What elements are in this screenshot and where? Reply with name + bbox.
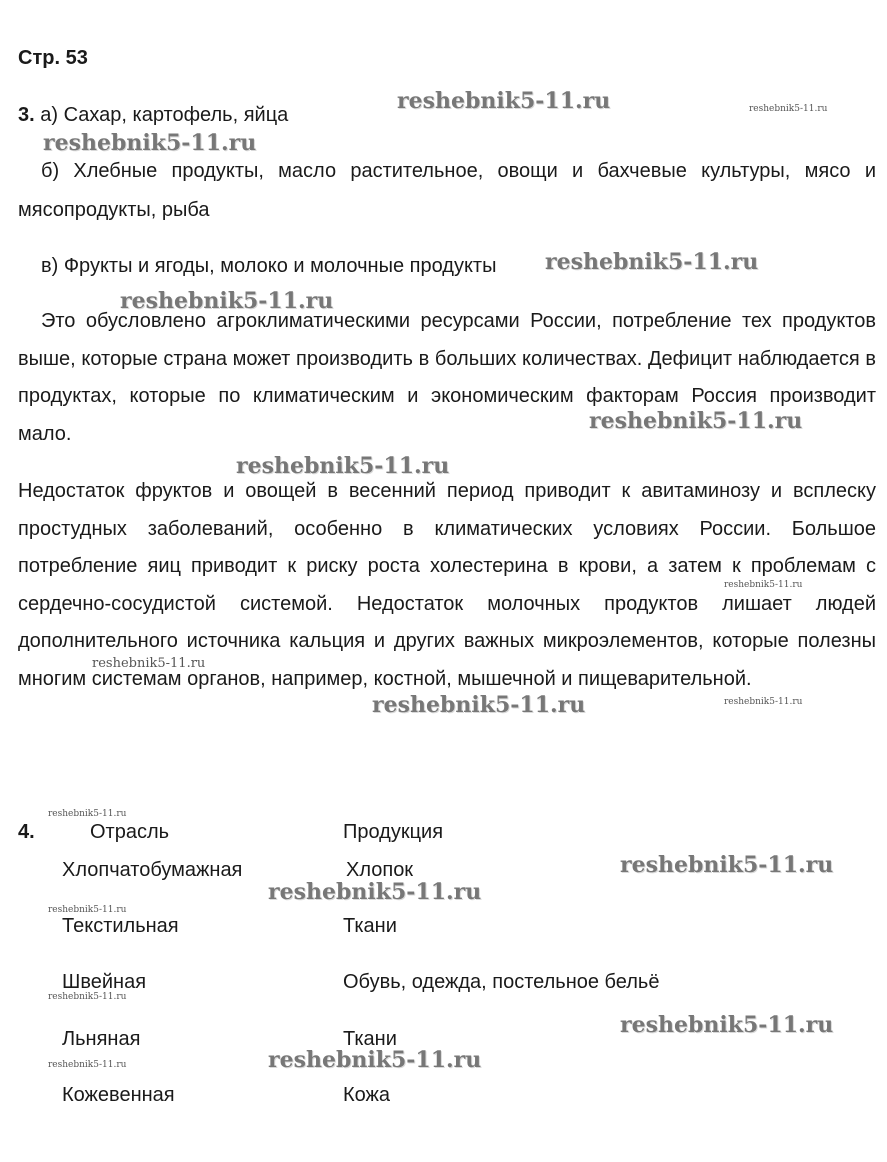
task3-answer-v-line [41,255,496,278]
table-cell-product: Кожа [343,1084,391,1106]
watermark: reshebnik5-11.ru [268,1047,482,1073]
watermark: reshebnik5-11.ru [236,453,450,479]
watermark-small: reshebnik5-11.ru [92,656,206,671]
watermark-small: reshebnik5-11.ru [48,905,127,915]
watermark-small: reshebnik5-11.ru [724,697,803,707]
task3-number: 3. [18,104,35,126]
table-cell-product: Обувь, одежда, постельное бельё [343,971,660,993]
table-cell-industry: Текстильная [62,915,179,937]
watermark: reshebnik5-11.ru [620,852,834,878]
table-cell-product: Ткани [343,1028,397,1050]
watermark-small: reshebnik5-11.ru [48,809,127,819]
task3-line-a [18,104,288,127]
table-cell-industry: Швейная [62,971,147,993]
table-cell-industry: Кожевенная [62,1084,175,1106]
task3-paragraph-2-text: Недостаток фруктов и овощей в весенний период приводит к авитаминозу и всплеску простудных заболеваний, особенно в климатических условиях России. Большое потребление яиц приводит к риску роста холестерина в крови, а затем к проблемам с сердечно-сосудистой системой. Недостаток молочных продуктов лишает людей дополнительного источника кальция и других важных микроэлементов, которые полезны многим системам органов, например, костной, мышечной и пищеварительной. [18,480,876,690]
table-header-industry: Отрасль [90,821,170,843]
watermark: reshebnik5-11.ru [545,249,759,275]
watermark: reshebnik5-11.ru [589,408,803,434]
table-cell-industry: Хлопчатобумажная [62,859,243,881]
table-cell-industry: Льняная [62,1028,141,1050]
watermark-small: reshebnik5-11.ru [724,580,803,590]
task3-answer-b-block [18,152,876,230]
table-cell-product: Хлопок [346,859,414,881]
task3-answer-a: а) Сахар, картофель, яйца [40,104,289,126]
watermark: reshebnik5-11.ru [620,1012,834,1038]
watermark: reshebnik5-11.ru [120,288,334,314]
task3-answer-v: в) Фрукты и ягоды, молоко и молочные продукты [41,255,497,277]
page-number: Стр. 53 [18,47,88,69]
task3-paragraph-1-text: Это обусловлено агроклиматическими ресурсами России, потребление тех продуктов выше, которые страна может производить в больших количествах. Дефицит наблюдается в продуктах, которые по климатическим и экономическим факторам Россия производит мало. [18,310,876,445]
watermark: reshebnik5-11.ru [397,88,611,114]
watermark-small: reshebnik5-11.ru [48,1060,127,1070]
task4-number: 4. [18,821,35,843]
watermark-small: reshebnik5-11.ru [749,104,828,114]
watermark: reshebnik5-11.ru [268,879,482,905]
task3-answer-b: б) Хлебные продукты, масло растительное, овощи и бахчевые культуры, мясо и мясопродукты, рыба [18,160,876,221]
watermark-small: reshebnik5-11.ru [48,992,127,1002]
table-header-product: Продукция [343,821,444,843]
table-cell-product: Ткани [343,915,397,937]
watermark: reshebnik5-11.ru [43,130,257,156]
watermark: reshebnik5-11.ru [372,692,586,718]
